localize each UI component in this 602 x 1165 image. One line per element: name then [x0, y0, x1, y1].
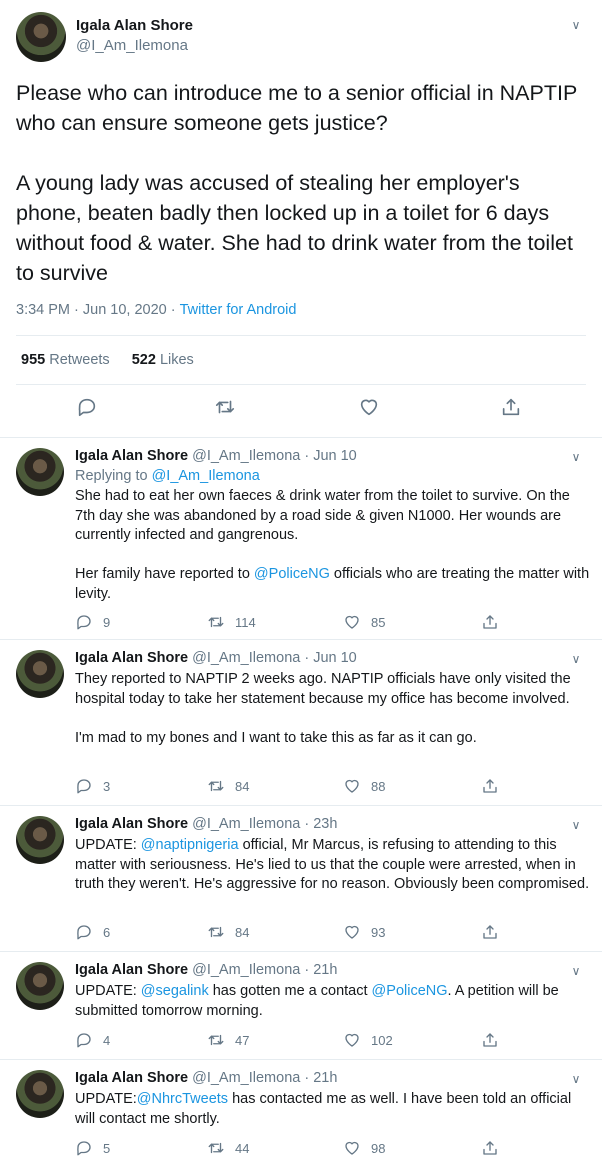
mention-link[interactable]: @naptipnigeria [140, 837, 239, 853]
retweet-count: 44 [235, 1140, 250, 1156]
like-count: 88 [371, 778, 386, 794]
like-button[interactable] [343, 1030, 393, 1050]
retweet-button[interactable] [207, 1138, 249, 1158]
reply-header [75, 1070, 337, 1086]
heart-icon [343, 777, 361, 795]
like-count: 98 [371, 1140, 386, 1156]
share-button[interactable] [481, 776, 499, 796]
avatar[interactable] [16, 448, 64, 496]
text-span: has contacted me as well. I have been told an official will contact me shortly. [75, 1091, 572, 1127]
retweet-button[interactable] [207, 612, 256, 632]
like-button[interactable] [343, 1138, 385, 1158]
heart-icon [343, 1139, 361, 1157]
author-meta[interactable]: @I_Am_Ilemona · 23h [192, 816, 338, 832]
like-button[interactable] [343, 776, 385, 796]
reply-paragraph: They reported to NAPTIP 2 weeks ago. NAPTIP officials have only visited the hospital today to take her statement because my office has become involved. [75, 671, 571, 707]
retweet-label[interactable]: Retweets [49, 352, 110, 368]
author-meta[interactable]: @I_Am_Ilemona · Jun 10 [192, 650, 357, 666]
heart-icon [343, 1031, 361, 1049]
avatar[interactable] [16, 962, 64, 1010]
reply-actions [75, 776, 515, 796]
heart-icon [343, 613, 361, 631]
text-span: UPDATE: [75, 1091, 137, 1107]
reply-paragraph [75, 836, 590, 895]
replying-to [75, 468, 260, 484]
heart-icon[interactable] [358, 396, 382, 420]
reply-icon[interactable] [76, 396, 100, 420]
reply-text [75, 487, 590, 604]
reply-text [75, 1090, 590, 1129]
mention-link[interactable]: @segalink [140, 983, 209, 999]
reply-count: 9 [103, 614, 111, 630]
reply-icon [75, 777, 93, 795]
reply-button[interactable] [75, 776, 110, 796]
retweet-icon [207, 1031, 225, 1049]
avatar[interactable] [16, 12, 66, 62]
reply-button[interactable] [75, 1138, 110, 1158]
text-span: UPDATE: [75, 837, 141, 853]
reply-actions [75, 922, 515, 942]
reply-tweet[interactable] [0, 438, 602, 640]
reply-text [75, 982, 590, 1021]
reply-count: 6 [103, 924, 111, 940]
tweet-actions [16, 394, 586, 424]
author-meta[interactable]: @I_Am_Ilemona · 21h [192, 1070, 338, 1086]
share-icon [481, 1031, 499, 1049]
reply-count: 5 [103, 1140, 111, 1156]
share-icon[interactable] [500, 396, 524, 420]
chevron-down-icon[interactable]: ∨ [571, 1072, 581, 1086]
share-icon [481, 777, 499, 795]
reply-icon [75, 613, 93, 631]
retweet-icon [207, 613, 225, 631]
chevron-down-icon[interactable]: ∨ [571, 450, 581, 464]
reply-header [75, 962, 337, 978]
tweet-source[interactable]: Twitter for Android [179, 302, 297, 318]
like-count: 93 [371, 924, 386, 940]
chevron-down-icon[interactable]: ∨ [571, 818, 581, 832]
chevron-down-icon[interactable]: ∨ [571, 964, 581, 978]
main-tweet [0, 0, 602, 438]
mention-link[interactable]: @PoliceNG [371, 983, 448, 999]
like-button[interactable] [343, 612, 385, 632]
retweet-count[interactable]: 955 [21, 352, 46, 368]
author-handle[interactable]: @I_Am_Ilemona [76, 37, 188, 54]
tweet-meta: 3:34 PM · Jun 10, 2020 · Twitter for Android [16, 302, 297, 318]
reply-header [75, 816, 337, 832]
retweet-count: 84 [235, 924, 250, 940]
reply-count: 3 [103, 778, 111, 794]
reply-paragraph: She had to eat her own faeces & drink water from the toilet to survive. On the 7th day she was abandoned by a road side & given N1000. Her wounds are currently infected and gangrenous. [75, 488, 570, 543]
avatar[interactable] [16, 816, 64, 864]
tweet-text: Please who can introduce me to a senior official in NAPTIP who can ensure someone gets justice? A young lady was accused of stealing her employer's phone, beaten badly then locked up in a toilet for 6 days without food & water. She had to drink water from the toilet to survive [16, 81, 577, 285]
author-name[interactable]: Igala Alan Shore [76, 17, 193, 34]
retweet-button[interactable] [207, 776, 249, 796]
reply-tweet[interactable] [0, 806, 602, 952]
share-icon [481, 1139, 499, 1157]
reply-paragraph [75, 1090, 590, 1129]
retweet-icon [207, 1139, 225, 1157]
like-button[interactable] [343, 922, 385, 942]
tweet-time[interactable]: 3:34 PM · Jun 10, 2020 [16, 302, 167, 318]
share-icon [481, 923, 499, 941]
reply-text [75, 670, 590, 748]
author-name[interactable]: Igala Alan Shore [75, 962, 189, 978]
author-name[interactable]: Igala Alan Shore [75, 1070, 189, 1086]
replying-label: Replying to [75, 468, 148, 484]
retweet-button[interactable] [207, 922, 249, 942]
text-span: official, Mr Marcus, is refusing to attending to this matter with seriousness. He's lied to us that the couple were arrested, when in truth they weren't. He's aggressive for no reason. Obviously been compromised. [75, 837, 590, 892]
author-name[interactable]: Igala Alan Shore [75, 650, 189, 666]
like-label[interactable]: Likes [159, 352, 194, 368]
reply-tweet[interactable] [0, 1060, 602, 1165]
retweet-icon [207, 777, 225, 795]
reply-paragraph: I'm mad to my bones and I want to take this as far as it can go. [75, 729, 477, 746]
retweet-icon [207, 923, 225, 941]
author-meta[interactable]: @I_Am_Ilemona · 21h [192, 962, 338, 978]
heart-icon [343, 923, 361, 941]
retweet-count: 84 [235, 778, 250, 794]
mention-link[interactable]: @NhrcTweets [136, 1091, 229, 1107]
share-icon [481, 613, 499, 631]
replying-mention[interactable]: @I_Am_Ilemona [151, 468, 260, 484]
retweet-count: 114 [235, 614, 256, 630]
avatar[interactable] [16, 1070, 64, 1118]
like-count[interactable]: 522 [131, 352, 156, 368]
reply-actions [75, 1138, 515, 1158]
text-span: UPDATE: [75, 983, 141, 999]
retweet-icon[interactable] [214, 396, 238, 420]
author-meta[interactable]: @I_Am_Ilemona · Jun 10 [192, 448, 357, 464]
reply-tweet[interactable] [0, 640, 602, 806]
text-span: . A petition will be submitted tomorrow morning. [75, 983, 559, 1019]
share-button[interactable] [481, 1030, 499, 1050]
chevron-down-icon[interactable]: ∨ [571, 652, 581, 666]
reply-paragraph [75, 982, 590, 1021]
mention-link[interactable]: @PoliceNG [253, 566, 330, 582]
share-button[interactable] [481, 1138, 499, 1158]
reply-header [75, 650, 357, 666]
reply-button[interactable] [75, 922, 110, 942]
author-name[interactable]: Igala Alan Shore [75, 816, 189, 832]
reply-icon [75, 923, 93, 941]
reply-paragraph [75, 565, 590, 604]
author-name[interactable]: Igala Alan Shore [75, 448, 189, 464]
reply-actions [75, 1030, 515, 1050]
retweet-count: 47 [235, 1032, 250, 1048]
reply-actions [75, 612, 515, 632]
text-span: Her family have reported to [75, 566, 254, 582]
reply-icon [75, 1031, 93, 1049]
text-span: has gotten me a contact [208, 983, 372, 999]
reply-button[interactable] [75, 1030, 110, 1050]
share-button[interactable] [481, 612, 499, 632]
share-button[interactable] [481, 922, 499, 942]
avatar[interactable] [16, 650, 64, 698]
reply-button[interactable] [75, 612, 110, 632]
tweet-stats [16, 335, 586, 385]
text-span: officials who are treating the matter with levity. [75, 566, 590, 602]
retweet-button[interactable] [207, 1030, 249, 1050]
reply-tweet[interactable] [0, 952, 602, 1060]
reply-text [75, 836, 590, 895]
chevron-down-icon[interactable]: ∨ [571, 18, 581, 32]
like-count: 85 [371, 614, 386, 630]
like-count: 102 [371, 1032, 393, 1048]
reply-icon [75, 1139, 93, 1157]
reply-count: 4 [103, 1032, 111, 1048]
reply-header [75, 448, 357, 464]
